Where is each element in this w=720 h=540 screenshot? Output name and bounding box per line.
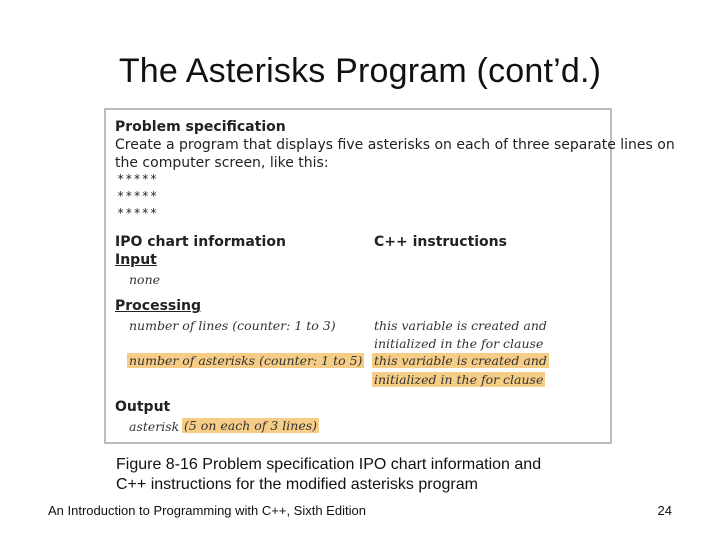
processing-item-1-note-line-2: initialized in the for clause bbox=[374, 336, 544, 351]
processing-item-2-highlighted: number of asterisks (counter: 1 to 5) bbox=[129, 353, 363, 368]
output-value: asterisk bbox=[129, 419, 180, 434]
cpp-instructions-heading: C++ instructions bbox=[374, 234, 507, 250]
page-number: 24 bbox=[657, 503, 672, 518]
input-value: none bbox=[129, 272, 161, 287]
caption-line-1: Figure 8-16 Problem specification IPO chart information and bbox=[116, 456, 542, 473]
footer-book-title: An Introduction to Programming with C++, Sixth Edition bbox=[48, 503, 366, 518]
processing-item-1: number of lines (counter: 1 to 3) bbox=[129, 318, 336, 333]
processing-item-1-note-line-1: this variable is created and bbox=[374, 318, 547, 333]
input-heading: Input bbox=[115, 252, 157, 268]
processing-item-2-note-line-1-highlighted: this variable is created and bbox=[374, 353, 547, 368]
asterisk-line-1: ***** bbox=[117, 172, 159, 186]
problem-spec-line-2: the computer screen, like this: bbox=[115, 155, 329, 171]
caption-line-2: C++ instructions for the modified asterisks program bbox=[116, 476, 478, 493]
slide-title: The Asterisks Program (cont’d.) bbox=[118, 52, 602, 90]
asterisk-line-2: ***** bbox=[117, 189, 159, 203]
ipo-chart-heading: IPO chart information bbox=[115, 234, 286, 250]
asterisk-line-3: ***** bbox=[117, 206, 159, 220]
figure-panel bbox=[104, 108, 675, 444]
output-note-highlighted: (5 on each of 3 lines) bbox=[184, 418, 318, 433]
output-heading: Output bbox=[115, 399, 171, 415]
processing-heading: Processing bbox=[115, 298, 202, 314]
problem-spec-heading: Problem specification bbox=[115, 119, 286, 135]
problem-spec-line-1: Create a program that displays five asterisks on each of three separate lines on bbox=[115, 137, 675, 153]
figure-caption bbox=[116, 455, 616, 495]
processing-item-2-note-line-2-highlighted: initialized in the for clause bbox=[374, 372, 544, 387]
